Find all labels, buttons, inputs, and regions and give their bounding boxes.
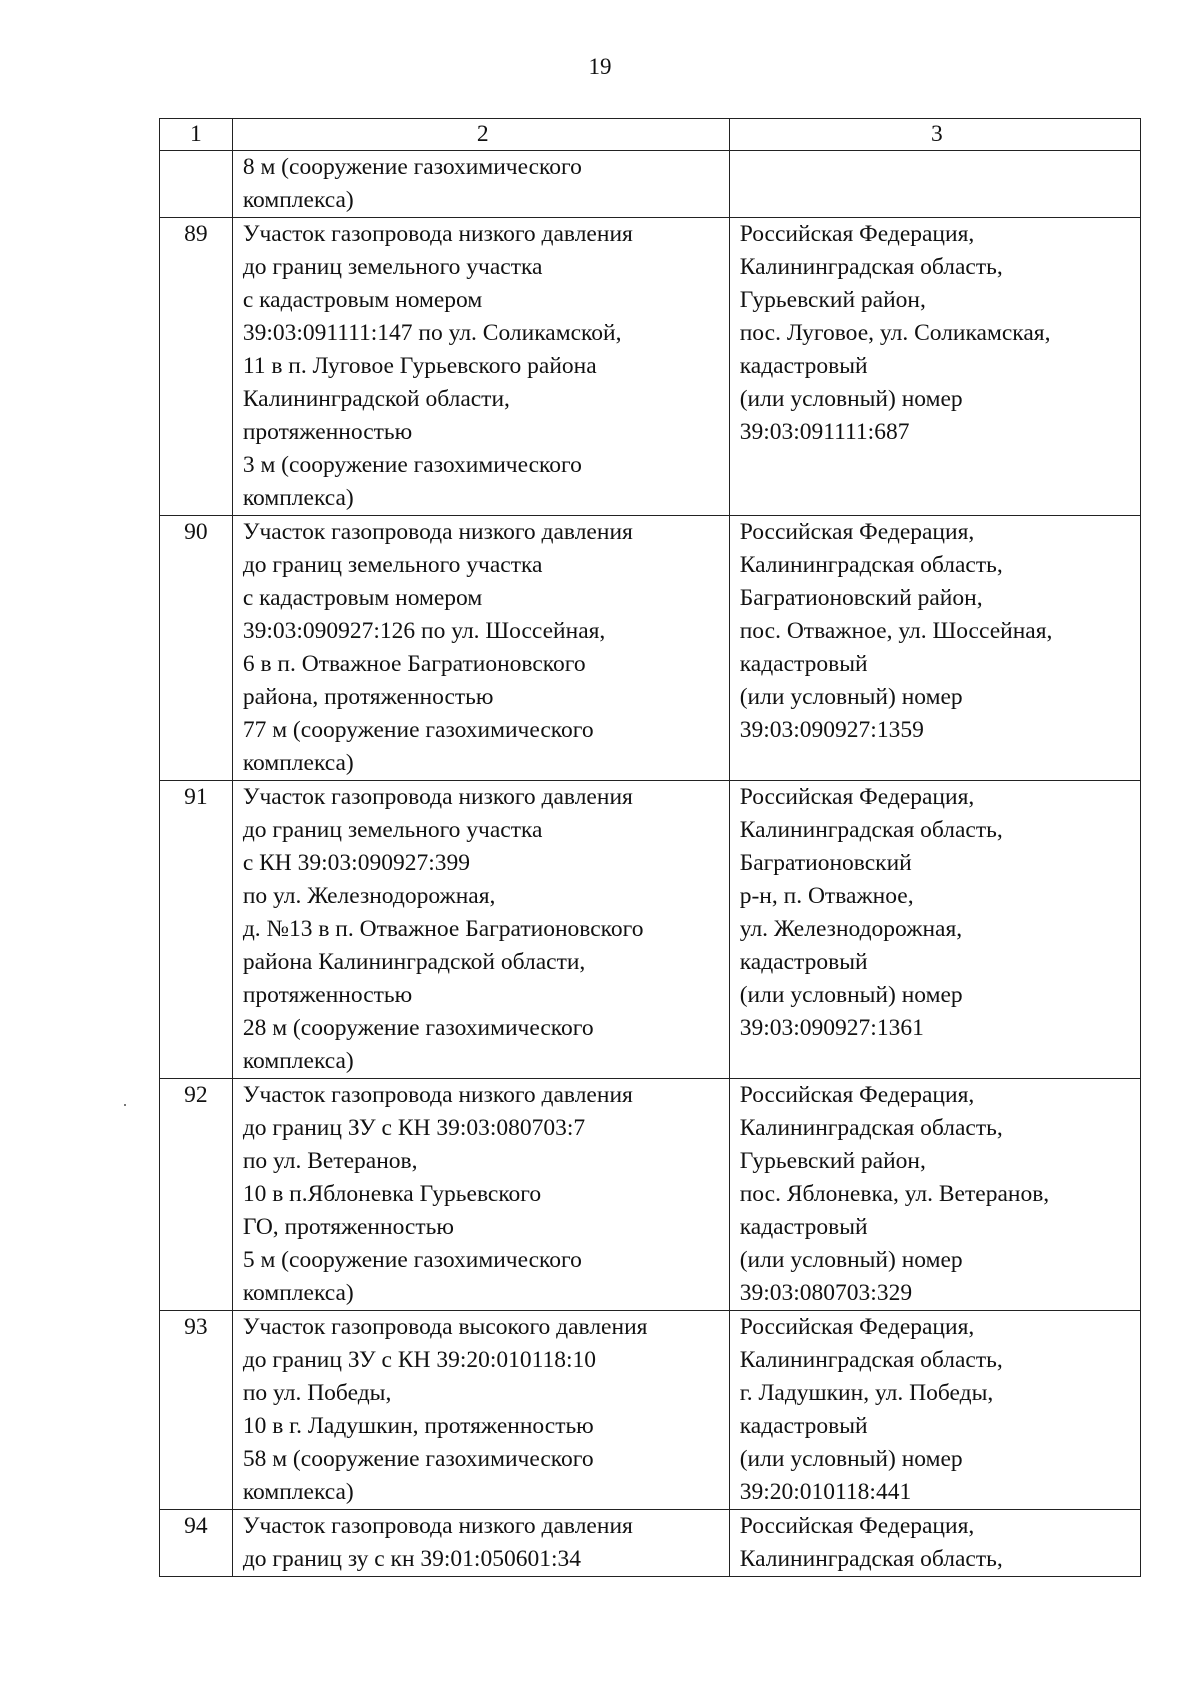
- header-cell-number: 1: [160, 119, 233, 151]
- location-line: (или условный) номер: [739, 982, 963, 1008]
- row-number-cell: 92: [160, 1079, 233, 1311]
- description-line: комплекса): [242, 1048, 354, 1074]
- location-line: кадастровый: [739, 1214, 868, 1240]
- header-cell-description: 2: [232, 119, 729, 151]
- location-line: Российская Федерация,: [739, 519, 975, 545]
- description-line: протяженностью: [242, 419, 413, 445]
- row-number-cell: 90: [160, 516, 233, 781]
- location-line: кадастровый: [739, 1413, 868, 1439]
- description-line: Участок газопровода низкого давления: [242, 784, 633, 810]
- location-line: 39:03:091111:687: [739, 419, 910, 445]
- location-line: Российская Федерация,: [739, 1082, 975, 1108]
- description-line: Участок газопровода низкого давления: [242, 221, 633, 247]
- description-line: комплекса): [242, 1479, 354, 1505]
- description-line: по ул. Победы,: [242, 1380, 392, 1406]
- table-row: [160, 151, 1141, 218]
- location-line: р-н, п. Отважное,: [739, 883, 914, 909]
- description-line: Участок газопровода низкого давления: [242, 1082, 633, 1108]
- location-line: Калининградская область,: [739, 817, 1003, 843]
- table-header-row: [160, 119, 1141, 151]
- description-line: района, протяженностью: [242, 684, 494, 710]
- object-description-cell: [232, 1079, 729, 1311]
- location-cell: [729, 781, 1140, 1079]
- location-cell: [729, 1510, 1140, 1577]
- location-line: кадастровый: [739, 651, 868, 677]
- location-line: Калининградская область,: [739, 1546, 1003, 1572]
- location-line: кадастровый: [739, 949, 868, 975]
- location-line: Калининградская область,: [739, 254, 1003, 280]
- description-line: с кадастровым номером: [242, 585, 483, 611]
- location-line: Российская Федерация,: [739, 1513, 975, 1539]
- location-cell: [729, 1311, 1140, 1510]
- location-cell: [729, 151, 1140, 218]
- description-line: комплекса): [242, 187, 354, 213]
- location-line: кадастровый: [739, 353, 868, 379]
- table-row: [160, 1311, 1141, 1510]
- object-description-cell: [232, 516, 729, 781]
- location-line: 39:03:090927:1361: [739, 1015, 924, 1041]
- location-line: Багратионовский: [739, 850, 912, 876]
- object-description-cell: [232, 151, 729, 218]
- description-line: ГО, протяженностью: [242, 1214, 454, 1240]
- location-line: (или условный) номер: [739, 386, 963, 412]
- location-line: 39:20:010118:441: [739, 1479, 912, 1505]
- location-cell: [729, 1079, 1140, 1311]
- description-line: по ул. Ветеранов,: [242, 1148, 418, 1174]
- location-line: (или условный) номер: [739, 1446, 963, 1472]
- location-line: г. Ладушкин, ул. Победы,: [739, 1380, 994, 1406]
- table-row: [160, 1079, 1141, 1311]
- description-line: до границ зу с кн 39:01:050601:34: [242, 1546, 581, 1572]
- table-row: [160, 516, 1141, 781]
- location-line: (или условный) номер: [739, 684, 963, 710]
- page-number: 19: [588, 54, 612, 79]
- description-line: до границ ЗУ с КН 39:03:080703:7: [242, 1115, 586, 1141]
- description-line: 10 в п.Яблоневка Гурьевского: [242, 1181, 542, 1207]
- description-line: 3 м (сооружение газохимического: [242, 452, 582, 478]
- location-line: Российская Федерация,: [739, 221, 975, 247]
- description-line: района Калининградской области,: [242, 949, 586, 975]
- location-cell: [729, 516, 1140, 781]
- description-line: комплекса): [242, 750, 354, 776]
- object-description-cell: [232, 1510, 729, 1577]
- location-line: (или условный) номер: [739, 1247, 963, 1273]
- location-line: Гурьевский район,: [739, 1148, 926, 1174]
- location-line: Российская Федерация,: [739, 1314, 975, 1340]
- description-line: Участок газопровода высокого давления: [242, 1314, 648, 1340]
- object-description-cell: [232, 218, 729, 516]
- location-line: ул. Железнодорожная,: [739, 916, 963, 942]
- row-number-cell: 93: [160, 1311, 233, 1510]
- location-line: Гурьевский район,: [739, 287, 926, 313]
- location-line: пос. Яблоневка, ул. Ветеранов,: [739, 1181, 1050, 1207]
- object-description-cell: [232, 781, 729, 1079]
- table-row: [160, 1510, 1141, 1577]
- description-line: комплекса): [242, 1280, 354, 1306]
- location-line: пос. Луговое, ул. Соликамская,: [739, 320, 1051, 346]
- description-line: 39:03:091111:147 по ул. Соликамской,: [242, 320, 622, 346]
- description-line: с кадастровым номером: [242, 287, 483, 313]
- description-line: 6 в п. Отважное Багратионовского: [242, 651, 586, 677]
- table-row: [160, 218, 1141, 516]
- description-line: до границ ЗУ с КН 39:20:010118:10: [242, 1347, 597, 1373]
- registry-table: [159, 118, 1141, 1577]
- description-line: д. №13 в п. Отважное Багратионовского: [242, 916, 644, 942]
- description-line: Участок газопровода низкого давления: [242, 519, 633, 545]
- description-line: 11 в п. Луговое Гурьевского района: [242, 353, 597, 379]
- location-line: 39:03:080703:329: [739, 1280, 913, 1306]
- description-line: до границ земельного участка: [242, 254, 543, 280]
- description-line: 28 м (сооружение газохимического: [242, 1015, 594, 1041]
- row-number-cell: 94: [160, 1510, 233, 1577]
- object-description-cell: [232, 1311, 729, 1510]
- description-line: 5 м (сооружение газохимического: [242, 1247, 582, 1273]
- description-line: 58 м (сооружение газохимического: [242, 1446, 594, 1472]
- location-line: Российская Федерация,: [739, 784, 975, 810]
- description-line: Участок газопровода низкого давления: [242, 1513, 633, 1539]
- scan-speck: [124, 1104, 126, 1106]
- description-line: до границ земельного участка: [242, 817, 543, 843]
- location-line: Калининградская область,: [739, 552, 1003, 578]
- location-cell: [729, 218, 1140, 516]
- location-line: Багратионовский район,: [739, 585, 983, 611]
- description-line: до границ земельного участка: [242, 552, 543, 578]
- description-line: 39:03:090927:126 по ул. Шоссейная,: [242, 618, 606, 644]
- location-line: Калининградская область,: [739, 1115, 1003, 1141]
- description-line: комплекса): [242, 485, 354, 511]
- location-line: пос. Отважное, ул. Шоссейная,: [739, 618, 1053, 644]
- description-line: протяженностью: [242, 982, 413, 1008]
- description-line: по ул. Железнодорожная,: [242, 883, 496, 909]
- description-line: 77 м (сооружение газохимического: [242, 717, 594, 743]
- description-line: 10 в г. Ладушкин, протяженностью: [242, 1413, 594, 1439]
- description-line: 8 м (сооружение газохимического: [242, 154, 582, 180]
- description-line: с КН 39:03:090927:399: [242, 850, 470, 876]
- description-line: Калининградской области,: [242, 386, 510, 412]
- table-row: [160, 781, 1141, 1079]
- table-body: [160, 119, 1141, 1577]
- row-number-cell: 89: [160, 218, 233, 516]
- location-line: 39:03:090927:1359: [739, 717, 924, 743]
- row-number-cell: 91: [160, 781, 233, 1079]
- location-line: Калининградская область,: [739, 1347, 1003, 1373]
- row-number-cell: [160, 151, 233, 218]
- header-cell-owner: 3: [729, 119, 1140, 151]
